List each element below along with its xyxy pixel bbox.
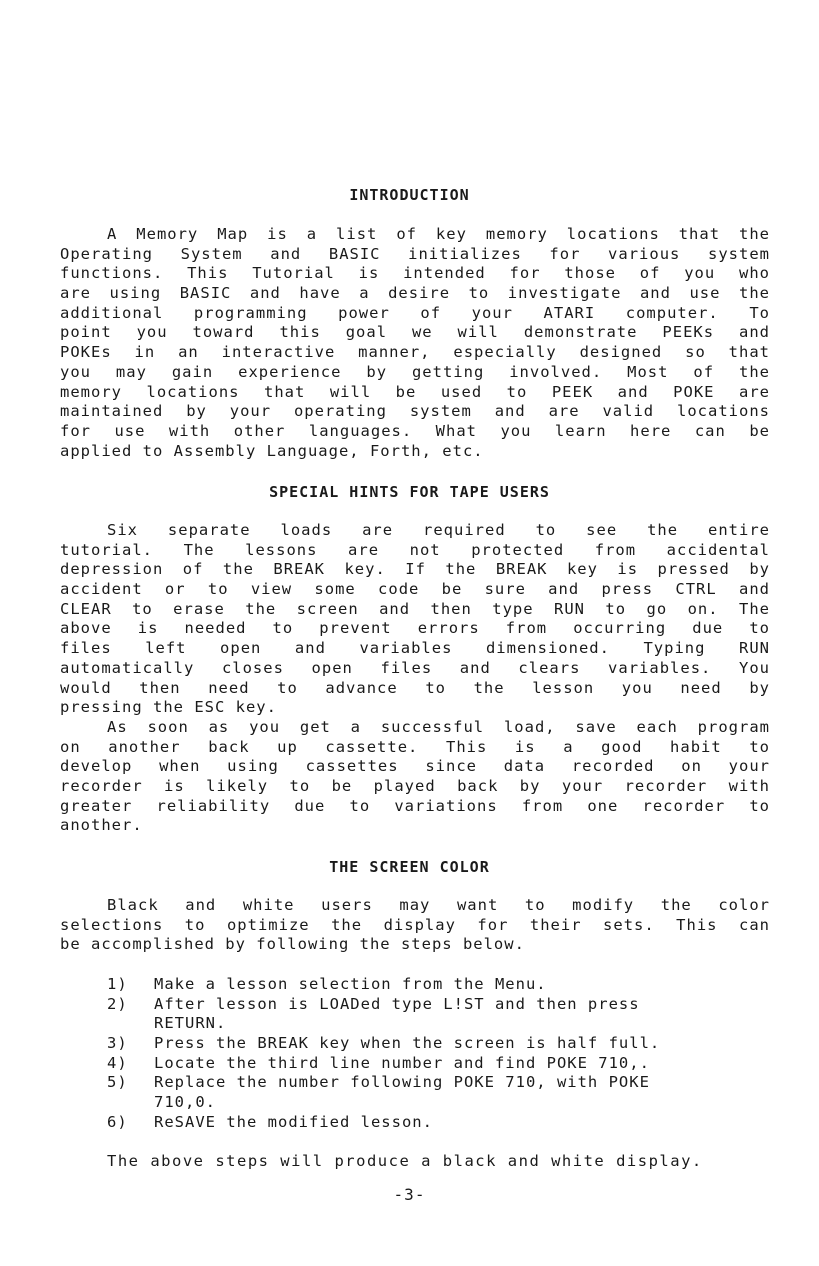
text-line: greater reliability due to variations from one recorder to [60,796,770,815]
step-number: 5) [107,1073,128,1092]
text-line: CLEAR to erase the screen and then type RUN to go on. The [60,599,770,618]
step-item [107,1113,747,1133]
step-item [107,1054,747,1074]
text-line: Black and white users may want to modify the color [107,896,770,914]
step-text: RETURN. [154,1014,227,1033]
step-number: 1) [107,975,128,993]
step-item [107,1073,747,1112]
step-text: Make a lesson selection from the Menu. [154,975,547,993]
text-line: develop when using cassettes since data recorded on your [60,757,770,776]
text-line: additional programming power of your ATARI computer. To [60,303,770,322]
step-text: 710,0. [154,1093,216,1112]
step-item [107,975,747,995]
page-number: -3- [393,1185,426,1204]
step-text: Press the BREAK key when the screen is half full. [154,1034,661,1053]
text-line: accident or to view some code be sure and press CTRL and [60,580,770,599]
step-number: 4) [107,1053,128,1072]
text-line: POKEs in an interactive manner, especially designed so that [60,343,770,362]
text-line: on another back up cassette. This is a good habit to [60,737,770,756]
text-line: As soon as you get a successful load, save each program [107,718,770,736]
intro-paragraph [60,225,770,461]
text-line: automatically closes open files and clears variables. You [60,658,770,677]
heading-tape-hints: SPECIAL HINTS FOR TAPE USERS [269,483,550,501]
text-line: functions. This Tutorial is intended for those of you who [60,264,770,283]
text-line: selections to optimize the display for their sets. This can [60,915,770,934]
text-line: depression of the BREAK key. If the BREAK key is pressed by [60,560,770,579]
step-item [107,1034,747,1054]
text-line: are using BASIC and have a desire to investigate and use the [60,284,770,303]
heading-introduction: INTRODUCTION [349,186,470,204]
text-line: for use with other languages. What you learn here can be [60,421,770,440]
step-text: ReSAVE the modified lesson. [154,1112,433,1131]
text-line: point you toward this goal we will demonstrate PEEKs and [60,323,770,342]
step-text: After lesson is LOADed type L!ST and then press [154,994,640,1013]
step-item [107,995,747,1034]
text-line: another. [60,816,143,835]
text-line: Operating System and BASIC initializes for various system [60,244,770,263]
step-number: 6) [107,1112,128,1131]
step-text: Replace the number following POKE 710, with POKE [154,1073,650,1092]
steps-list [107,975,747,1133]
text-line: be accomplished by following the steps below. [60,935,525,954]
heading-screen-color: THE SCREEN COLOR [329,858,490,876]
text-line: recorder is likely to be played back by your recorder with [60,777,770,796]
tape-paragraph-1 [60,521,770,718]
text-line: above is needed to prevent errors from occurring due to [60,619,770,638]
step-number: 2) [107,994,128,1013]
text-line: maintained by your operating system and are valid locations [60,402,770,421]
text-line: would then need to advance to the lesson you need by [60,678,770,697]
text-line: you may gain experience by getting involved. Most of the [60,362,770,381]
closing-sentence: The above steps will produce a black and white display. [107,1152,703,1170]
text-line: memory locations that will be used to PEEK and POKE are [60,382,770,401]
text-line: A Memory Map is a list of key memory locations that the [107,225,770,243]
text-line: pressing the ESC key. [60,698,277,717]
text-line: tutorial. The lessons are not protected from accidental [60,540,770,559]
text-line: files left open and variables dimensioned. Typing RUN [60,639,770,658]
step-number: 3) [107,1034,128,1053]
text-line: applied to Assembly Language, Forth, etc. [60,441,484,460]
step-text: Locate the third line number and find POKE 710,. [154,1053,650,1072]
color-paragraph [60,896,770,955]
text-line: Six separate loads are required to see the entire [107,521,770,539]
tape-paragraph-2 [60,718,770,836]
